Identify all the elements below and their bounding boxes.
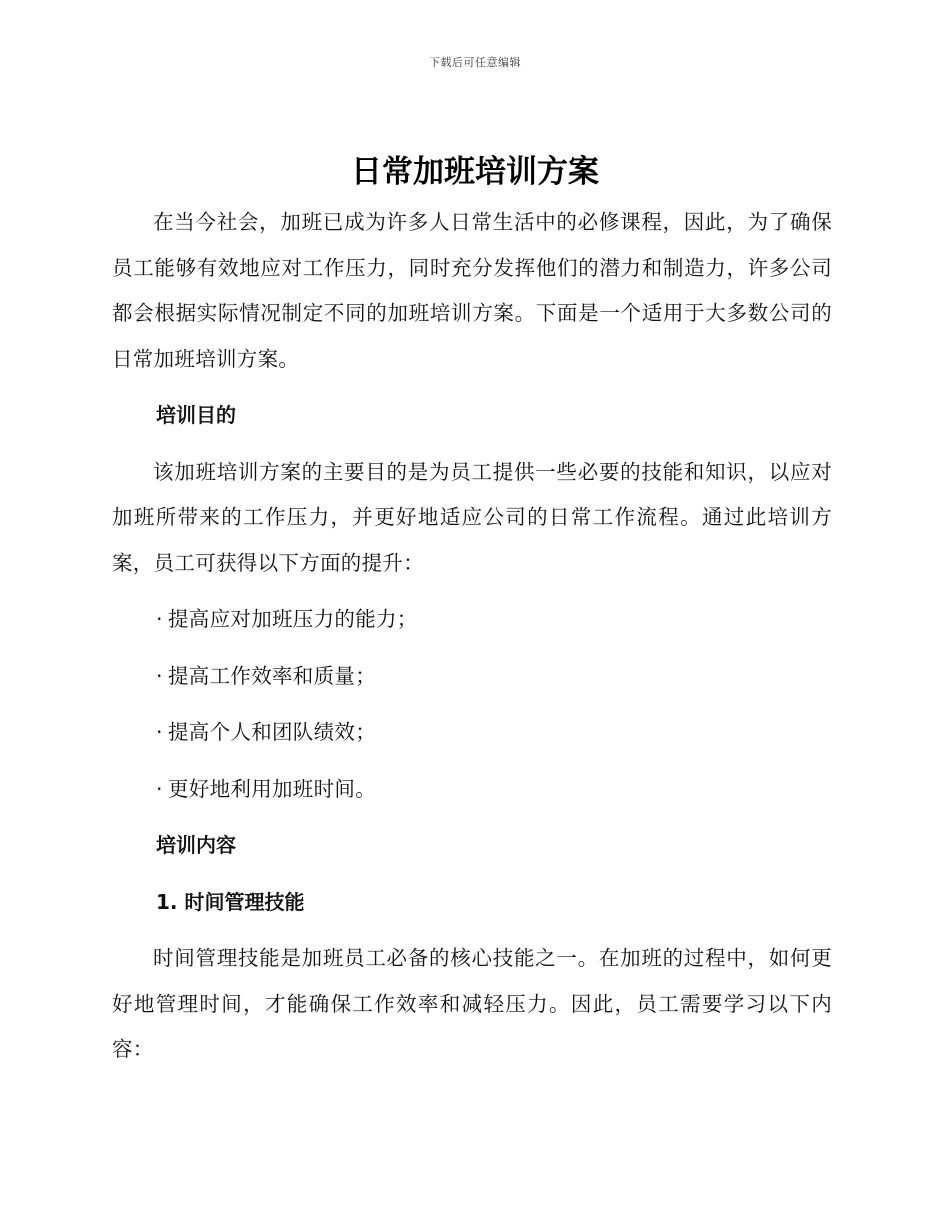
time-management-paragraph: 时间管理技能是加班员工必备的核心技能之一。在加班的过程中，如何更好地管理时间，才能确保工作效率和减轻压力。因此，员工需要学习以下内容： [112, 946, 832, 1061]
header-note: 下载后可任意编辑 [429, 56, 521, 69]
bullet-item [156, 597, 832, 643]
section-heading-goal: 培训目的 [156, 403, 236, 427]
bullet-item [156, 767, 832, 813]
bullet-text: 提高应对加班压力的能力； [168, 607, 418, 631]
document-title: 日常加班培训方案 [351, 154, 599, 190]
bullet-text: 提高工作效率和质量； [168, 663, 376, 688]
bullet-item [156, 710, 832, 756]
intro-paragraph: 在当今社会，加班已成为许多人日常生活中的必修课程，因此，为了确保员工能够有效地应对工作压力，同时充分发挥他们的潜力和制造力，许多公司都会根据实际情况制定不同的加班培训方案。下面是一个适用于大多数公司的日常加班培训方案。 [112, 210, 832, 371]
bullet-dot-icon: · [156, 776, 163, 801]
bullet-dot-icon: · [156, 720, 163, 744]
document-body [112, 200, 832, 1084]
bullet-dot-icon: · [156, 607, 163, 631]
bullet-dot-icon: · [156, 663, 163, 688]
subheading-time-management: 1. 时间管理技能 [156, 889, 305, 914]
bullet-text: 更好地利用加班时间。 [168, 776, 376, 801]
goal-paragraph: 该加班培训方案的主要目的是为员工提供一些必要的技能和知识，以应对加班所带来的工作压力，并更好地适应公司的日常工作流程。通过此培训方案，员工可获得以下方面的提升： [112, 459, 832, 575]
bullet-text: 提高个人和团队绩效； [168, 720, 376, 744]
section-heading-content: 培训内容 [156, 833, 236, 857]
bullet-item [156, 654, 832, 700]
